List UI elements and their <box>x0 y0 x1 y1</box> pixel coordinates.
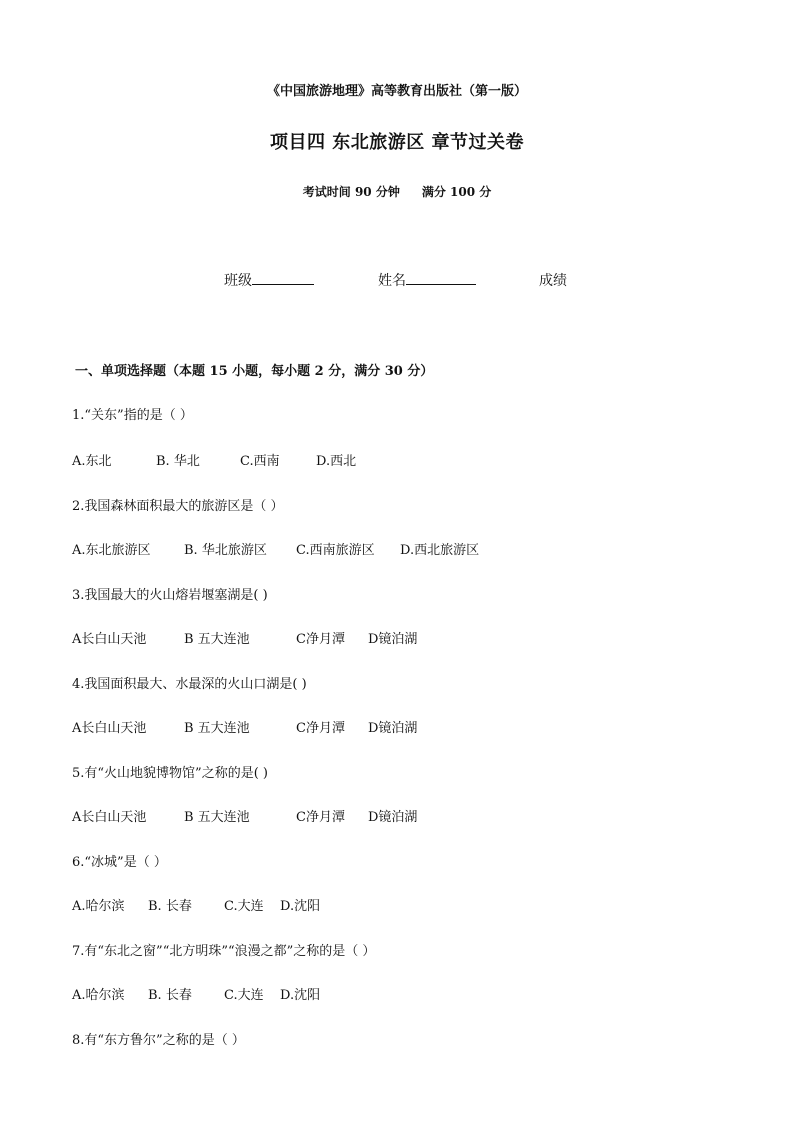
option-b[interactable]: B. 长春 <box>148 988 192 1003</box>
option-d[interactable]: D.西北 <box>316 454 357 469</box>
class-field[interactable] <box>224 270 314 290</box>
option-a[interactable]: A长白山天池 <box>72 721 147 736</box>
question-5: 5.有“火山地貌博物馆”之称的是( ) <box>72 766 268 781</box>
question-8: 8.有“东方鲁尔”之称的是（ ） <box>72 1033 245 1048</box>
option-d[interactable]: D镜泊湖 <box>368 810 418 825</box>
option-b[interactable]: B. 华北旅游区 <box>184 543 267 558</box>
exam-info <box>0 183 794 200</box>
option-a[interactable]: A.东北旅游区 <box>72 543 151 558</box>
option-c[interactable]: C.西南 <box>240 454 280 469</box>
score-label: 成绩 <box>539 273 567 289</box>
option-b[interactable]: B 五大连池 <box>184 721 250 736</box>
score-field <box>539 270 567 290</box>
option-c[interactable]: C.大连 <box>224 899 264 914</box>
name-blank[interactable] <box>406 270 476 285</box>
option-c[interactable]: C净月潭 <box>296 721 345 736</box>
option-a[interactable]: A.哈尔滨 <box>72 899 125 914</box>
question-2: 2.我国森林面积最大的旅游区是（ ） <box>72 499 284 514</box>
exam-time: 考试时间 90 分钟 <box>302 185 400 199</box>
name-label: 姓名 <box>378 273 406 289</box>
question-7: 7.有“东北之窗”“北方明珠”“浪漫之都”之称的是（ ） <box>72 944 376 959</box>
page-title: 项目四 东北旅游区 章节过关卷 <box>269 132 525 153</box>
option-b[interactable]: B. 华北 <box>156 454 200 469</box>
option-c[interactable]: C.大连 <box>224 988 264 1003</box>
name-field[interactable] <box>378 270 476 290</box>
class-label: 班级 <box>224 273 252 289</box>
publisher-line: 《中国旅游地理》高等教育出版社（第一版） <box>266 84 527 99</box>
question-1: 1.“关东”指的是（ ） <box>72 408 193 423</box>
option-c[interactable]: C净月潭 <box>296 632 345 647</box>
option-a[interactable]: A长白山天池 <box>72 810 147 825</box>
question-3: 3.我国最大的火山熔岩堰塞湖是( ) <box>72 588 268 603</box>
option-d[interactable]: D.沈阳 <box>280 988 321 1003</box>
option-a[interactable]: A长白山天池 <box>72 632 147 647</box>
full-score: 满分 100 分 <box>421 185 492 199</box>
question-4: 4.我国面积最大、水最深的火山口湖是( ) <box>72 677 307 692</box>
class-blank[interactable] <box>252 270 314 285</box>
option-d[interactable]: D镜泊湖 <box>368 632 418 647</box>
option-c[interactable]: C净月潭 <box>296 810 345 825</box>
option-d[interactable]: D镜泊湖 <box>368 721 418 736</box>
section-title: 一、单项选择题（本题 15 小题，每小题 2 分，满分 30 分） <box>75 364 434 379</box>
question-6: 6.“冰城”是（ ） <box>72 855 167 870</box>
option-b[interactable]: B. 长春 <box>148 899 192 914</box>
option-d[interactable]: D.西北旅游区 <box>400 543 480 558</box>
option-d[interactable]: D.沈阳 <box>280 899 321 914</box>
option-c[interactable]: C.西南旅游区 <box>296 543 375 558</box>
option-a[interactable]: A.东北 <box>72 454 112 469</box>
option-b[interactable]: B 五大连池 <box>184 810 250 825</box>
option-b[interactable]: B 五大连池 <box>184 632 250 647</box>
option-a[interactable]: A.哈尔滨 <box>72 988 125 1003</box>
